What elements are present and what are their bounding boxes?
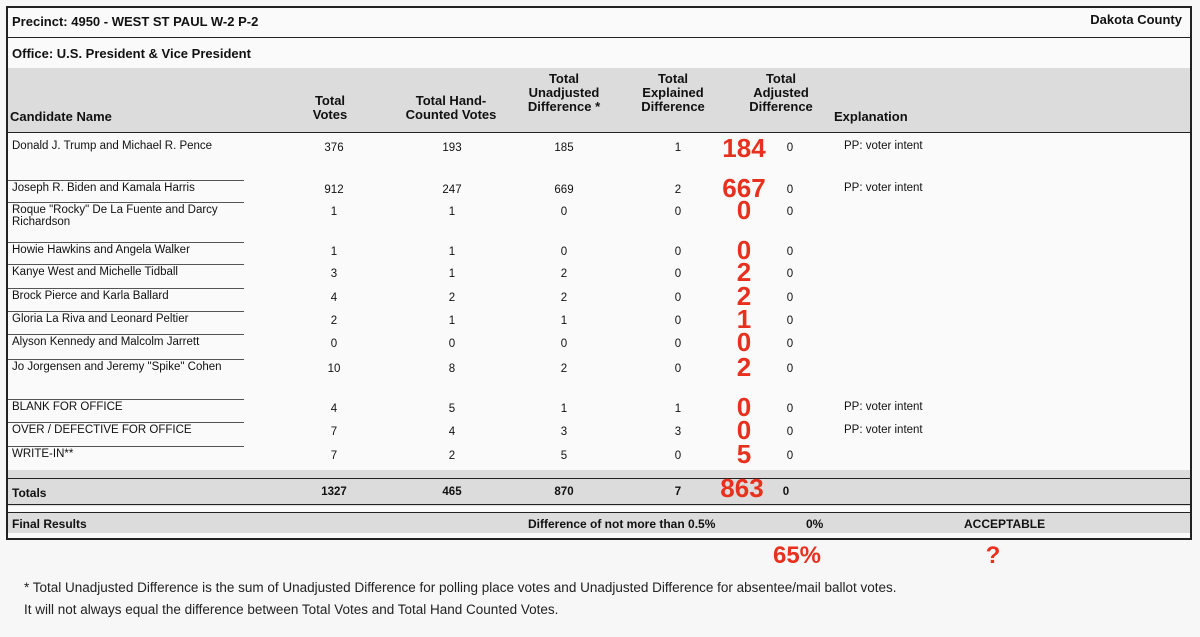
- cell-hand: 1: [448, 206, 456, 218]
- row-divider: [8, 334, 244, 335]
- final-status: ACCEPTABLE: [964, 517, 1046, 531]
- divider: [8, 504, 1190, 505]
- cell-unadj: 2: [560, 268, 568, 280]
- cell-adj: 0: [786, 206, 794, 218]
- cell-total: 376: [324, 142, 344, 154]
- cell-adj: 0: [786, 246, 794, 258]
- cell-expl: 1: [674, 142, 682, 154]
- cell-expl: 0: [674, 292, 682, 304]
- cell-adj: 0: [786, 268, 794, 280]
- cell-expl: 0: [674, 315, 682, 327]
- cell-hand: 2: [448, 292, 456, 304]
- annotation-totals: 863: [720, 473, 764, 503]
- cell-total: 912: [324, 184, 344, 196]
- totals-unadjusted: 870: [554, 486, 574, 498]
- annotation-value: 0: [736, 327, 752, 357]
- cell-total: 10: [327, 363, 341, 375]
- precinct-title: Precinct: 4950 - WEST ST PAUL W-2 P-2: [12, 14, 259, 29]
- divider: [8, 37, 1190, 38]
- final-results-label: Final Results: [12, 517, 87, 531]
- annotation-value: 0: [736, 392, 752, 422]
- cell-total: 2: [330, 315, 338, 327]
- col-total-votes: Total Votes: [312, 93, 348, 122]
- explanation-text: PP: voter intent: [844, 140, 923, 152]
- cell-expl: 3: [674, 426, 682, 438]
- row-divider: [8, 422, 244, 423]
- row-divider: [8, 359, 244, 360]
- col-explanation: Explanation: [834, 109, 908, 124]
- candidate-name: Joseph R. Biden and Kamala Harris: [12, 182, 195, 194]
- annotation-value: 2: [736, 257, 752, 287]
- cell-adj: 0: [786, 184, 794, 196]
- cell-expl: 0: [674, 246, 682, 258]
- cell-hand: 247: [442, 184, 462, 196]
- candidate-name: Brock Pierce and Karla Ballard: [12, 290, 169, 302]
- annotation-value: 0: [736, 195, 752, 225]
- candidate-name: Donald J. Trump and Michael R. Pence: [12, 140, 213, 152]
- cell-unadj: 2: [560, 363, 568, 375]
- cell-expl: 0: [674, 450, 682, 462]
- cell-unadj: 1: [560, 315, 568, 327]
- annotation-value: 0: [736, 235, 752, 265]
- office-title: Office: U.S. President & Vice President: [12, 46, 251, 61]
- annotation-value: 0: [736, 415, 752, 445]
- cell-unadj: 5: [560, 450, 568, 462]
- annotation-pct: 65%: [772, 542, 822, 569]
- annotation-question: ?: [985, 542, 1001, 569]
- row-divider: [8, 288, 244, 289]
- canvass-report: [6, 6, 1192, 540]
- cell-adj: 0: [786, 403, 794, 415]
- cell-expl: 2: [674, 184, 682, 196]
- totals-adjusted: 0: [782, 486, 790, 498]
- cell-hand: 8: [448, 363, 456, 375]
- cell-hand: 0: [448, 338, 456, 350]
- row-divider: [8, 311, 244, 312]
- col-hand-counted: Total Hand- Counted Votes: [405, 93, 497, 122]
- row-divider: [8, 264, 244, 265]
- cell-total: 0: [330, 338, 338, 350]
- col-explained: Total Explained Difference: [641, 71, 705, 114]
- cell-hand: 1: [448, 246, 456, 258]
- cell-unadj: 185: [554, 142, 574, 154]
- totals-total-votes: 1327: [321, 486, 347, 498]
- row-divider: [8, 242, 244, 243]
- cell-hand: 4: [448, 426, 456, 438]
- candidate-name: Alyson Kennedy and Malcolm Jarrett: [12, 336, 200, 348]
- final-criterion: Difference of not more than 0.5%: [528, 517, 716, 531]
- cell-unadj: 669: [554, 184, 574, 196]
- cell-adj: 0: [786, 363, 794, 375]
- cell-unadj: 3: [560, 426, 568, 438]
- divider: [8, 478, 1190, 479]
- cell-unadj: 0: [560, 206, 568, 218]
- cell-total: 4: [330, 403, 338, 415]
- totals-hand-counted: 465: [442, 486, 462, 498]
- col-candidate: Candidate Name: [10, 109, 112, 124]
- cell-total: 7: [330, 450, 338, 462]
- divider: [8, 132, 1190, 133]
- cell-total: 1: [330, 206, 338, 218]
- candidate-name: Roque "Rocky" De La Fuente and Darcy Richardson: [12, 204, 218, 228]
- footnote-line-2: It will not always equal the difference between Total Votes and Total Hand Counted Votes.: [24, 602, 559, 617]
- cell-total: 1: [330, 246, 338, 258]
- candidate-name: Jo Jorgensen and Jeremy "Spike" Cohen: [12, 361, 222, 373]
- cell-total: 3: [330, 268, 338, 280]
- cell-expl: 0: [674, 363, 682, 375]
- col-unadjusted: Total Unadjusted Difference *: [527, 71, 601, 114]
- footnote-line-1: * Total Unadjusted Difference is the sum of Unadjusted Difference for polling place votes and Unadjusted Difference for absentee/mail ballot votes.: [24, 580, 897, 595]
- col-adjusted: Total Adjusted Difference: [749, 71, 813, 114]
- cell-adj: 0: [786, 142, 794, 154]
- cell-expl: 0: [674, 268, 682, 280]
- final-pct: 0%: [806, 517, 824, 531]
- cell-adj: 0: [786, 338, 794, 350]
- totals-label: Totals: [12, 486, 47, 500]
- county-name: Dakota County: [1090, 12, 1182, 27]
- cell-total: 7: [330, 426, 338, 438]
- cell-unadj: 0: [560, 338, 568, 350]
- candidate-name: Howie Hawkins and Angela Walker: [12, 244, 190, 256]
- row-divider: [8, 399, 244, 400]
- cell-hand: 1: [448, 315, 456, 327]
- cell-total: 4: [330, 292, 338, 304]
- cell-hand: 1: [448, 268, 456, 280]
- cell-hand: 193: [442, 142, 462, 154]
- annotation-value: 667: [722, 173, 766, 203]
- cell-hand: 5: [448, 403, 456, 415]
- cell-expl: 0: [674, 206, 682, 218]
- annotation-value: 5: [736, 439, 752, 469]
- explanation-text: PP: voter intent: [844, 182, 923, 194]
- cell-adj: 0: [786, 315, 794, 327]
- cell-adj: 0: [786, 426, 794, 438]
- cell-adj: 0: [786, 450, 794, 462]
- annotation-value: 184: [722, 133, 766, 163]
- candidate-name: Kanye West and Michelle Tidball: [12, 266, 178, 278]
- explanation-text: PP: voter intent: [844, 401, 923, 413]
- cell-expl: 0: [674, 338, 682, 350]
- totals-explained: 7: [674, 486, 682, 498]
- cell-unadj: 2: [560, 292, 568, 304]
- explanation-text: PP: voter intent: [844, 424, 923, 436]
- candidate-name: BLANK FOR OFFICE: [12, 401, 123, 413]
- cell-unadj: 0: [560, 246, 568, 258]
- row-divider: [8, 180, 244, 181]
- totals-band: [8, 470, 1190, 506]
- candidate-name: OVER / DEFECTIVE FOR OFFICE: [12, 424, 192, 436]
- row-divider: [8, 446, 244, 447]
- cell-adj: 0: [786, 292, 794, 304]
- candidate-name: Gloria La Riva and Leonard Peltier: [12, 313, 189, 325]
- cell-expl: 1: [674, 403, 682, 415]
- cell-unadj: 1: [560, 403, 568, 415]
- annotation-value: 2: [736, 281, 752, 311]
- row-divider: [8, 202, 244, 203]
- annotation-value: 1: [736, 304, 752, 334]
- cell-hand: 2: [448, 450, 456, 462]
- candidate-name: WRITE-IN**: [12, 448, 74, 460]
- annotation-value: 2: [736, 352, 752, 382]
